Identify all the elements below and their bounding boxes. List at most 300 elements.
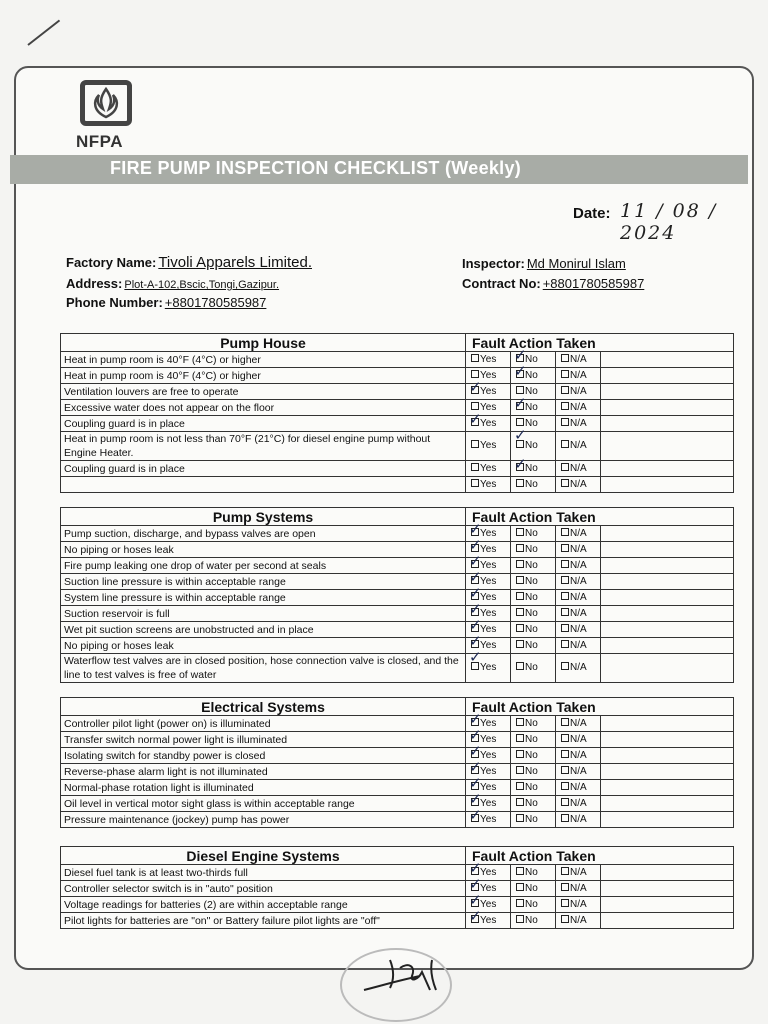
option-na[interactable] — [556, 897, 601, 913]
checkbox-icon[interactable] — [561, 576, 569, 584]
flame-logo-icon — [80, 80, 132, 126]
checklist-item-text: No piping or hoses leak — [61, 638, 466, 654]
option-no[interactable] — [511, 542, 556, 558]
fault-action-cell[interactable] — [601, 526, 734, 542]
option-yes[interactable] — [466, 384, 511, 400]
option-no[interactable] — [511, 461, 556, 477]
option-label: No — [525, 401, 538, 413]
phone-number — [66, 295, 266, 310]
checkbox-icon[interactable] — [516, 440, 524, 448]
checkbox-icon[interactable] — [561, 608, 569, 616]
option-na[interactable] — [556, 432, 601, 461]
option-na[interactable] — [556, 400, 601, 416]
option-label: N/A — [570, 591, 587, 603]
option-label: No — [525, 440, 538, 451]
option-label: No — [525, 527, 538, 539]
checkbox-icon[interactable] — [561, 766, 569, 774]
checkbox-icon[interactable] — [516, 640, 524, 648]
checkbox-icon[interactable] — [471, 867, 479, 875]
option-yes[interactable] — [466, 352, 511, 368]
checklist-row — [61, 416, 734, 432]
fault-action-cell[interactable] — [601, 748, 734, 764]
option-label: No — [525, 462, 538, 474]
option-no[interactable] — [511, 590, 556, 606]
fault-action-cell[interactable] — [601, 865, 734, 881]
checklist-row — [61, 477, 734, 493]
checklist-row — [61, 622, 734, 638]
option-label: No — [525, 717, 538, 729]
checkbox-icon[interactable] — [561, 883, 569, 891]
checkbox-icon[interactable] — [561, 560, 569, 568]
checkbox-icon[interactable] — [516, 576, 524, 584]
option-label: No — [525, 607, 538, 619]
option-label: N/A — [570, 559, 587, 571]
option-label: No — [525, 797, 538, 809]
option-na[interactable] — [556, 606, 601, 622]
checkbox-icon[interactable] — [471, 440, 479, 448]
option-na[interactable] — [556, 526, 601, 542]
fault-action-cell[interactable] — [601, 716, 734, 732]
option-no[interactable] — [511, 865, 556, 881]
checkbox-icon[interactable] — [516, 750, 524, 758]
checkbox-icon[interactable] — [561, 734, 569, 742]
option-label: Yes — [480, 898, 497, 910]
option-no[interactable] — [511, 400, 556, 416]
section-title: Pump Systems — [61, 508, 466, 526]
logo-text: NFPA — [76, 132, 124, 151]
option-label: No — [525, 353, 538, 365]
checkbox-icon[interactable] — [471, 354, 479, 362]
checklist-item-text: Transfer switch normal power light is illuminated — [61, 732, 466, 748]
option-na[interactable] — [556, 881, 601, 897]
checkbox-icon[interactable] — [561, 798, 569, 806]
fault-action-header: Fault Action Taken — [466, 334, 734, 352]
option-label: Yes — [480, 717, 497, 729]
option-na[interactable] — [556, 748, 601, 764]
option-no[interactable] — [511, 477, 556, 493]
checkbox-icon[interactable] — [471, 718, 479, 726]
checklist-item-text: Normal-phase rotation light is illuminated — [61, 780, 466, 796]
factory-label: Factory Name: — [66, 255, 157, 270]
fault-action-cell[interactable] — [601, 780, 734, 796]
option-label: N/A — [570, 478, 587, 490]
option-no[interactable] — [511, 368, 556, 384]
checklist-row — [61, 526, 734, 542]
fault-action-cell[interactable] — [601, 368, 734, 384]
option-label: Yes — [480, 353, 497, 365]
option-label: N/A — [570, 866, 587, 878]
checkbox-icon[interactable] — [516, 386, 524, 394]
checkbox-icon[interactable] — [561, 592, 569, 600]
date-label: Date: — [573, 205, 611, 222]
option-no[interactable] — [511, 796, 556, 812]
option-na[interactable] — [556, 812, 601, 828]
option-label: No — [525, 882, 538, 894]
option-na[interactable] — [556, 780, 601, 796]
checklist-item-text: Coupling guard is in place — [61, 416, 466, 432]
option-no[interactable] — [511, 881, 556, 897]
checkbox-icon[interactable] — [516, 624, 524, 632]
checklist-row — [61, 897, 734, 913]
fault-action-cell[interactable] — [601, 477, 734, 493]
checkbox-icon[interactable] — [561, 440, 569, 448]
checklist-row — [61, 461, 734, 477]
checklist-item-text: Voltage readings for batteries (2) are within acceptable range — [61, 897, 466, 913]
option-label: N/A — [570, 882, 587, 894]
checkbox-icon[interactable] — [561, 528, 569, 536]
option-no[interactable] — [511, 897, 556, 913]
option-yes[interactable] — [466, 432, 511, 461]
fault-action-cell[interactable] — [601, 764, 734, 780]
corner-pen-mark — [27, 20, 60, 46]
checkbox-icon[interactable] — [471, 734, 479, 742]
checkbox-icon[interactable] — [516, 899, 524, 907]
checkbox-icon[interactable] — [561, 463, 569, 471]
checklist-item-text: Pressure maintenance (jockey) pump has power — [61, 812, 466, 828]
option-label: Yes — [480, 765, 497, 777]
checklist-row — [61, 542, 734, 558]
checklist-item-text: Coupling guard is in place — [61, 461, 466, 477]
checkbox-icon[interactable] — [516, 592, 524, 600]
option-label: Yes — [480, 797, 497, 809]
option-label: Yes — [480, 440, 497, 451]
checklist-row — [61, 638, 734, 654]
checkbox-icon[interactable] — [516, 718, 524, 726]
checkbox-icon[interactable] — [471, 528, 479, 536]
option-label: No — [525, 898, 538, 910]
section-title: Diesel Engine Systems — [61, 847, 466, 865]
checklist-item-text: Waterflow test valves are in closed position, hose connection valve is closed, and the line to test valves is free of water — [61, 654, 466, 683]
option-na[interactable] — [556, 368, 601, 384]
option-yes[interactable] — [466, 461, 511, 477]
inspector — [462, 256, 626, 271]
checkbox-icon[interactable] — [561, 544, 569, 552]
checkbox-icon[interactable] — [561, 899, 569, 907]
option-no[interactable] — [511, 764, 556, 780]
checklist-item-text: System line pressure is within acceptable range — [61, 590, 466, 606]
checkbox-icon[interactable] — [471, 576, 479, 584]
option-na[interactable] — [556, 542, 601, 558]
option-no[interactable] — [511, 606, 556, 622]
option-na[interactable] — [556, 654, 601, 683]
option-label: No — [525, 662, 538, 673]
nfpa-logo — [76, 80, 140, 152]
option-yes[interactable] — [466, 812, 511, 828]
option-label: Yes — [480, 575, 497, 587]
option-no[interactable] — [511, 574, 556, 590]
option-label: N/A — [570, 733, 587, 745]
option-label: N/A — [570, 797, 587, 809]
fault-action-cell[interactable] — [601, 732, 734, 748]
option-label: Yes — [480, 639, 497, 651]
contract-no — [462, 276, 644, 291]
checkbox-icon[interactable] — [516, 402, 524, 410]
checkbox-icon[interactable] — [471, 750, 479, 758]
option-label: Yes — [480, 462, 497, 474]
option-label: Yes — [480, 866, 497, 878]
option-label: N/A — [570, 765, 587, 777]
option-no[interactable] — [511, 748, 556, 764]
checkbox-icon[interactable] — [471, 915, 479, 923]
option-na[interactable] — [556, 558, 601, 574]
option-label: N/A — [570, 575, 587, 587]
checkbox-icon[interactable] — [561, 814, 569, 822]
option-label: No — [525, 591, 538, 603]
checklist-item-text: Excessive water does not appear on the floor — [61, 400, 466, 416]
fault-action-cell[interactable] — [601, 622, 734, 638]
option-label: No — [525, 813, 538, 825]
fault-action-cell[interactable] — [601, 542, 734, 558]
fault-action-cell[interactable] — [601, 416, 734, 432]
checkbox-icon[interactable] — [471, 662, 479, 670]
checkbox-icon[interactable] — [471, 463, 479, 471]
checklist-row — [61, 716, 734, 732]
checklist-item-text: Pilot lights for batteries are "on" or Battery failure pilot lights are "off" — [61, 913, 466, 929]
option-label: N/A — [570, 607, 587, 619]
checkbox-icon[interactable] — [516, 608, 524, 616]
option-na[interactable] — [556, 416, 601, 432]
checkbox-icon[interactable] — [561, 354, 569, 362]
fault-action-cell[interactable] — [601, 796, 734, 812]
checkbox-icon[interactable] — [471, 370, 479, 378]
checkbox-icon[interactable] — [561, 915, 569, 923]
checklist-item-text: Controller pilot light (power on) is illuminated — [61, 716, 466, 732]
checkbox-icon[interactable] — [471, 640, 479, 648]
checklist-row — [61, 654, 734, 683]
fault-action-cell[interactable] — [601, 558, 734, 574]
fault-action-cell[interactable] — [601, 897, 734, 913]
option-label: N/A — [570, 401, 587, 413]
checkbox-icon[interactable] — [561, 402, 569, 410]
option-label: Yes — [480, 417, 497, 429]
option-label: No — [525, 914, 538, 926]
checkbox-icon[interactable] — [471, 883, 479, 891]
checkbox-icon[interactable] — [516, 798, 524, 806]
option-na[interactable] — [556, 638, 601, 654]
checklist-row — [61, 865, 734, 881]
fault-action-cell[interactable] — [601, 384, 734, 400]
option-no[interactable] — [511, 638, 556, 654]
factory-value: Tivoli Apparels Limited. — [158, 254, 312, 271]
checkbox-icon[interactable] — [516, 814, 524, 822]
checkbox-icon[interactable] — [516, 418, 524, 426]
checklist-row — [61, 432, 734, 461]
checkbox-icon[interactable] — [561, 479, 569, 487]
checklist-row — [61, 732, 734, 748]
option-na[interactable] — [556, 865, 601, 881]
checkbox-icon[interactable] — [516, 544, 524, 552]
fault-action-cell[interactable] — [601, 638, 734, 654]
option-na[interactable] — [556, 732, 601, 748]
checkbox-icon[interactable] — [471, 402, 479, 410]
checklist-row — [61, 881, 734, 897]
option-na[interactable] — [556, 913, 601, 929]
checkbox-icon[interactable] — [471, 624, 479, 632]
checkbox-icon[interactable] — [471, 782, 479, 790]
checkbox-icon[interactable] — [516, 867, 524, 875]
option-yes[interactable] — [466, 913, 511, 929]
option-label: N/A — [570, 543, 587, 555]
checklist-row — [61, 558, 734, 574]
factory-name — [66, 254, 312, 271]
option-label: No — [525, 765, 538, 777]
page-title: FIRE PUMP INSPECTION CHECKLIST (Weekly) — [110, 158, 522, 178]
option-label: Yes — [480, 543, 497, 555]
fault-action-cell[interactable] — [601, 606, 734, 622]
option-yes[interactable] — [466, 654, 511, 683]
checkbox-icon[interactable] — [561, 867, 569, 875]
checkbox-icon[interactable] — [561, 370, 569, 378]
checkbox-icon[interactable] — [561, 386, 569, 394]
address-value: Plot-A-102,Bscic,Tongi,Gazipur. — [124, 279, 280, 291]
checkbox-icon[interactable] — [516, 766, 524, 774]
contract-label: Contract No: — [462, 276, 541, 291]
checkbox-icon[interactable] — [471, 798, 479, 806]
checkbox-icon[interactable] — [516, 662, 524, 670]
checkbox-icon[interactable] — [516, 528, 524, 536]
option-label: Yes — [480, 401, 497, 413]
option-na[interactable] — [556, 352, 601, 368]
fault-action-cell[interactable] — [601, 432, 734, 461]
checkbox-icon[interactable] — [561, 750, 569, 758]
checkbox-icon[interactable] — [561, 662, 569, 670]
option-yes[interactable] — [466, 477, 511, 493]
option-no[interactable] — [511, 654, 556, 683]
option-label: Yes — [480, 527, 497, 539]
checklist-row — [61, 748, 734, 764]
option-na[interactable] — [556, 461, 601, 477]
checkbox-icon[interactable] — [471, 814, 479, 822]
fault-action-header: Fault Action Taken — [466, 508, 734, 526]
option-no[interactable] — [511, 526, 556, 542]
option-label: Yes — [480, 749, 497, 761]
checkbox-icon[interactable] — [516, 370, 524, 378]
option-na[interactable] — [556, 590, 601, 606]
option-na[interactable] — [556, 384, 601, 400]
fault-action-cell[interactable] — [601, 881, 734, 897]
checkbox-icon[interactable] — [516, 883, 524, 891]
checkbox-icon[interactable] — [516, 560, 524, 568]
option-no[interactable] — [511, 716, 556, 732]
fault-action-cell[interactable] — [601, 590, 734, 606]
option-label: Yes — [480, 607, 497, 619]
checkbox-icon[interactable] — [561, 782, 569, 790]
checkbox-icon[interactable] — [471, 418, 479, 426]
option-label: N/A — [570, 623, 587, 635]
checkbox-icon[interactable] — [561, 718, 569, 726]
checkbox-icon[interactable] — [471, 766, 479, 774]
checkbox-icon[interactable] — [471, 592, 479, 600]
option-no[interactable] — [511, 812, 556, 828]
option-label: Yes — [480, 662, 497, 673]
phone-value: +8801780585987 — [164, 295, 267, 310]
fault-action-cell[interactable] — [601, 574, 734, 590]
signature — [360, 950, 450, 1005]
option-label: N/A — [570, 781, 587, 793]
option-label: No — [525, 543, 538, 555]
checklist-item-text: Ventilation louvers are free to operate — [61, 384, 466, 400]
checkbox-icon[interactable] — [471, 560, 479, 568]
checklist-row — [61, 606, 734, 622]
checklist-item-text: Wet pit suction screens are unobstructed and in place — [61, 622, 466, 638]
checkbox-icon[interactable] — [471, 544, 479, 552]
option-na[interactable] — [556, 796, 601, 812]
option-na[interactable] — [556, 764, 601, 780]
checklist-row — [61, 780, 734, 796]
option-label: Yes — [480, 623, 497, 635]
option-no[interactable] — [511, 622, 556, 638]
contract-value: +8801780585987 — [542, 276, 645, 291]
option-label: Yes — [480, 733, 497, 745]
checkbox-icon[interactable] — [471, 608, 479, 616]
electrical-systems-table — [60, 697, 734, 828]
fault-action-cell[interactable] — [601, 461, 734, 477]
checkbox-icon[interactable] — [516, 734, 524, 742]
checkbox-icon[interactable] — [561, 640, 569, 648]
checkbox-icon[interactable] — [516, 915, 524, 923]
option-label: N/A — [570, 898, 587, 910]
option-label: No — [525, 369, 538, 381]
option-label: No — [525, 639, 538, 651]
option-no[interactable] — [511, 913, 556, 929]
option-label: No — [525, 733, 538, 745]
phone-label: Phone Number: — [66, 295, 163, 310]
option-label: Yes — [480, 559, 497, 571]
option-label: Yes — [480, 369, 497, 381]
checkbox-icon[interactable] — [471, 899, 479, 907]
option-no[interactable] — [511, 780, 556, 796]
option-no[interactable] — [511, 732, 556, 748]
fault-action-cell[interactable] — [601, 352, 734, 368]
option-na[interactable] — [556, 477, 601, 493]
section-title: Electrical Systems — [61, 698, 466, 716]
fault-action-cell[interactable] — [601, 812, 734, 828]
option-na[interactable] — [556, 622, 601, 638]
checkbox-icon[interactable] — [516, 479, 524, 487]
checkbox-icon[interactable] — [516, 782, 524, 790]
checklist-row — [61, 590, 734, 606]
option-label: N/A — [570, 385, 587, 397]
checkbox-icon[interactable] — [561, 418, 569, 426]
option-na[interactable] — [556, 574, 601, 590]
checklist-item-text: Reverse-phase alarm light is not illuminated — [61, 764, 466, 780]
option-yes[interactable] — [466, 416, 511, 432]
fault-action-cell[interactable] — [601, 654, 734, 683]
checklist-row — [61, 400, 734, 416]
checklist-item-text: Heat in pump room is not less than 70°F (21°C) for diesel engine pump without Engine Heater. — [61, 432, 466, 461]
option-label: N/A — [570, 717, 587, 729]
option-label: N/A — [570, 462, 587, 474]
option-no[interactable] — [511, 558, 556, 574]
checkbox-icon[interactable] — [471, 479, 479, 487]
option-label: N/A — [570, 662, 587, 673]
checklist-item-text: Suction reservoir is full — [61, 606, 466, 622]
checklist-item-text: Pump suction, discharge, and bypass valves are open — [61, 526, 466, 542]
option-na[interactable] — [556, 716, 601, 732]
fault-action-cell[interactable] — [601, 400, 734, 416]
pump-systems-table — [60, 507, 734, 683]
checklist-row — [61, 812, 734, 828]
checklist-item-text: Heat in pump room is 40°F (4°C) or higher — [61, 368, 466, 384]
checkbox-icon[interactable] — [561, 624, 569, 632]
checklist-item-text: Heat in pump room is 40°F (4°C) or higher — [61, 352, 466, 368]
fault-action-cell[interactable] — [601, 913, 734, 929]
checkbox-icon[interactable] — [516, 463, 524, 471]
option-label: No — [525, 575, 538, 587]
checkbox-icon[interactable] — [516, 354, 524, 362]
checkbox-icon[interactable] — [471, 386, 479, 394]
option-label: No — [525, 866, 538, 878]
